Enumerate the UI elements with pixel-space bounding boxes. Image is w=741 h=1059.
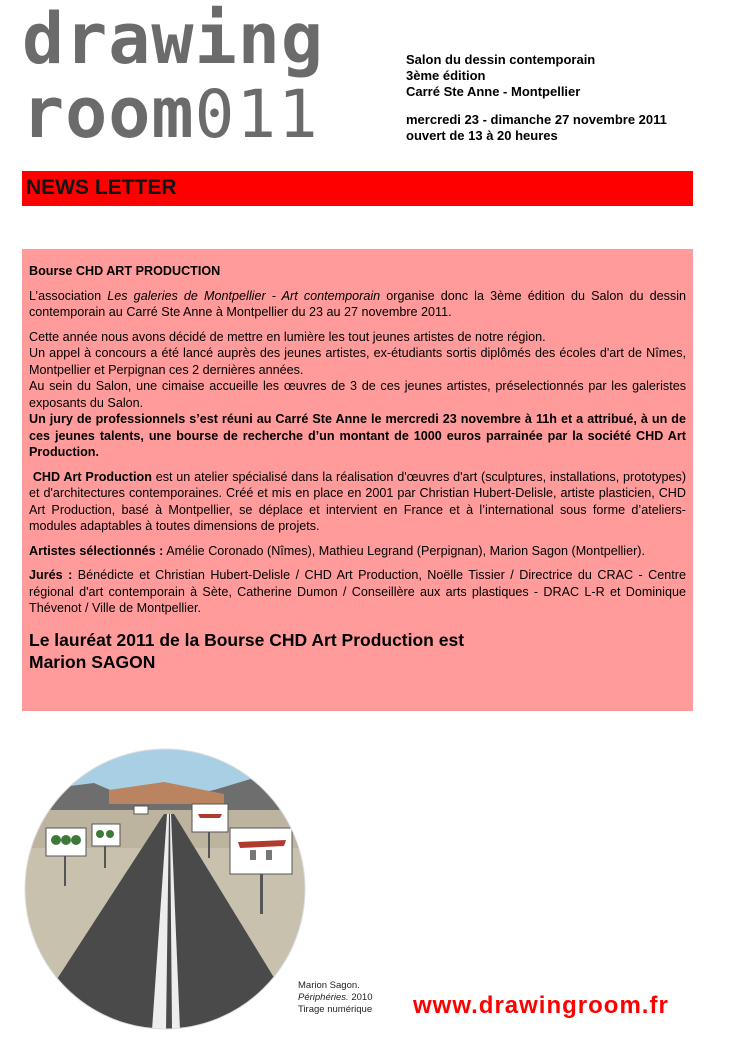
logo-word-drawing: drawing (22, 0, 325, 80)
article-paragraph-chd: CHD Art Production est un atelier spécialisé dans la réalisation d'œuvres d'art (sculptures, installations, prototypes) et d'architectures contemporaines. Créé et mis en place en 2001 par Christian Hubert-Delisle, artiste plasticien, CHD Art Production, basé à Montpellier, se déplace et intervient en France et à l’international sous forme d’ateliers-modules adaptables à toutes dimensions de projets. (29, 469, 687, 533)
artwork-peripheries-illustration (24, 748, 306, 1030)
caption-title-line (298, 992, 372, 1004)
event-edition: 3ème édition (406, 68, 486, 83)
article-heading: Bourse CHD ART PRODUCTION (29, 264, 221, 278)
event-title: Salon du dessin contemporain (406, 52, 596, 67)
event-info (406, 52, 726, 144)
caption-artist: Marion Sagon. (298, 980, 360, 991)
jury-announcement: Un jury de professionnels s’est réuni au Carré Ste Anne le mercredi 23 novembre à 11h et a attribué, à un de ces jeunes talents, une bourse de recherche d’un montant de 1000 euros parrainée par la société CHD Art Production. (29, 412, 686, 459)
drawingroom-logo (22, 0, 362, 154)
jury-members: Jurés : Bénédicte et Christian Hubert-Delisle / CHD Art Production, Noëlle Tissier / Directrice du CRAC - Centre régional d'art contemporain à Sète, Catherine Dumon / Conseillère aux arts plastiques - DRAC L-R et Dominique Thévenot / Ville de Montpellier. (29, 568, 686, 615)
caption-title: Périphéries. (298, 992, 349, 1003)
newsletter-banner (22, 171, 693, 206)
logo-year: 011 (194, 76, 320, 153)
artwork-caption (298, 980, 372, 1016)
website-link[interactable]: www.drawingroom.fr (413, 992, 669, 1019)
article-panel (22, 249, 693, 711)
article-paragraph-context: Cette année nous avons décidé de mettre en lumière les tout jeunes artistes de notre région. Un appel à concours a été lancé auprès des jeunes artistes, ex-étudiants sortis diplômés des écoles d'art de Nîmes, Montpellier et Perpignan ces 2 dernières années. Au sein du Salon, une cimaise accueille les œuvres de 3 de ces jeunes artistes, préselectionnés par les galeristes exposants du Salon. Un jury de professionnels s’est réuni au Carré Ste Anne le mercredi 23 novembre à 11h et a attribué, à un de ces jeunes talents, une bourse de recherche d’un montant de 1000 euros parrainée par la société CHD Art Production. (29, 329, 686, 459)
selected-artists: Artistes sélectionnés : Amélie Coronado (Nîmes), Mathieu Legrand (Perpignan), Marion Sagon (Montpellier). (29, 543, 645, 558)
laureate-announcement: Le lauréat 2011 de la Bourse CHD Art Production est Marion SAGON (29, 629, 465, 672)
logo-room: room (22, 72, 195, 154)
article-body (29, 263, 686, 681)
caption-year: 2010 (348, 992, 373, 1003)
event-venue: Carré Ste Anne - Montpellier (406, 84, 581, 99)
article-paragraph-intro: L’association Les galeries de Montpellier - Art contemporain organise donc la 3ème édition du Salon du dessin contemporain au Carré Ste Anne à Montpellier du 23 au 27 novembre 2011. (29, 288, 686, 319)
association-name: Les galeries de Montpellier - Art contemporain (107, 288, 381, 303)
caption-medium: Tirage numérique (298, 1004, 373, 1015)
event-hours: ouvert de 13 à 20 heures (406, 128, 558, 143)
logo-word-room (22, 72, 320, 154)
newsletter-title: NEWS LETTER (26, 176, 177, 199)
event-dates: mercredi 23 - dimanche 27 novembre 2011 (406, 112, 667, 127)
